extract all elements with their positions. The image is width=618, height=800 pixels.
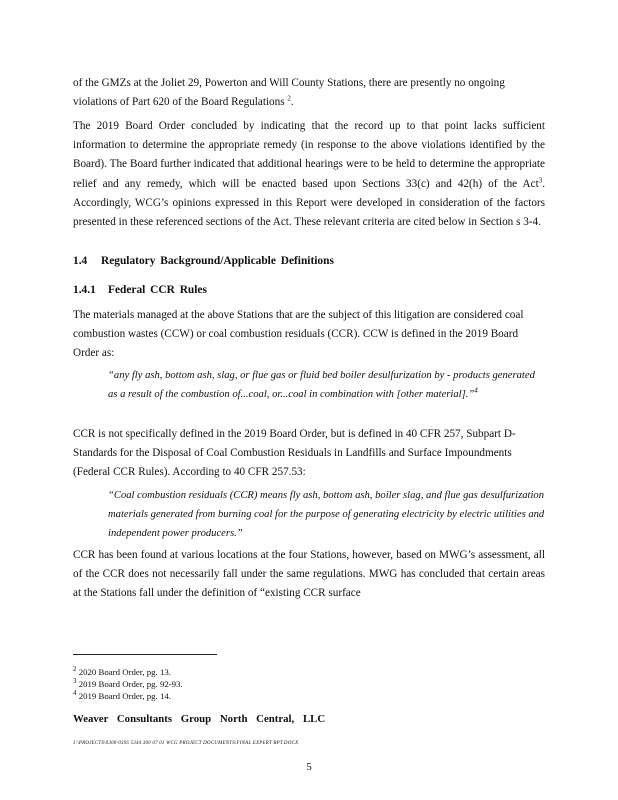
paragraph-gmz-violations: of the GMZs at the Joliet 29, Powerton and Will County Stations, there are presently no ongoing violations of Part 620 of the Board Regulations $^2$. — [73, 77, 505, 109]
footnote-number: 4 — [73, 689, 77, 698]
footnote-2: $^2$ 2020 Board Order, pg. 13. — [73, 665, 171, 677]
footnote-separator — [73, 654, 217, 655]
quote-ccr-definition: “Coal combustion residuals (CCR) means fly ash, bottom ash, boiler slag, and flue gas desulfurization materials generated from burning coal for the purpose of generating electricity by electric utilities and independent power producers.” — [108, 490, 545, 540]
paragraph-ccr-locations: CCR has been found at various locations at the four Stations, however, based on MWG’s assessment, all of the CCR does not necessarily fall under the same regulations. MWG has concluded that certain areas at the Stations fall under the definition of “existing CCR surface — [73, 549, 545, 600]
section-number: 1.4 — [73, 255, 88, 267]
footnote-4: $^4$ 2019 Board Order, pg. 14. — [73, 689, 171, 701]
footnote-3: $^3$ 2019 Board Order, pg. 92-93. — [73, 677, 183, 689]
footnote-ref-4[interactable]: 4 — [474, 386, 478, 395]
section-heading-1-4-1 — [73, 284, 207, 296]
section-title: Regulatory Background/Applicable Definitions — [101, 255, 334, 267]
footnote-ref-2[interactable]: 2 — [287, 94, 291, 103]
footer-file-path: J:\PROJECTS\0300-0395 5344 300 07 01 WCG PROJECT DOCUMENTS\FINAL EXPERT RPT.DOCX — [73, 741, 299, 746]
footnote-ref-3[interactable]: 3 — [538, 175, 543, 184]
section-number: 1.4.1 — [73, 284, 96, 296]
section-heading-1-4 — [73, 255, 334, 267]
paragraph-line: violations of Part 620 of the Board Regulations — [73, 96, 285, 109]
paragraph-line: of the GMZs at the Joliet 29, Powerton and Will County Stations, there are presently no ongoing — [73, 77, 505, 89]
paragraph-ccw-definition: The materials managed at the above Stations that are the subject of this litigation are considered coal combustion wastes (CCW) or coal combustion residuals (CCR). CCW is defined in the 2019 Board Order as: — [73, 309, 524, 360]
paragraph-board-order: The 2019 Board Order concluded by indicating that the record up to that point lacks sufficient information to determine the appropriate remedy (in response to the above violations identified by the Board). The Board further indicated that additional hearings were to be held to determine the appropriate relief and any remedy, which will be enacted based upon Sections 33(c) and 42(h) of the Act$^3$. Accordingly, WCG’s opinions expressed in this Report were developed in consideration of the factors presented in these referenced sections of the Act. These relevant criteria are cited below in Section s 3-4. — [73, 120, 545, 229]
quote-ccw-definition: “any fly ash, bottom ash, slag, or flue gas or fluid bed boiler desulfurization by - products generated as a result of the combustion of...coal, or...coal in combination with [other material].”$^4$ — [108, 370, 535, 401]
section-title: Federal CCR Rules — [108, 284, 207, 296]
footnote-number: 2 — [73, 665, 77, 674]
footer-firm-name: Weaver Consultants Group North Central, LLC — [73, 713, 326, 725]
footnote-number: 3 — [73, 677, 77, 686]
paragraph-ccr-definition: CCR is not specifically defined in the 2019 Board Order, but is defined in 40 CFR 257, Subpart D-Standards for the Disposal of Coal Combustion Residuals in Landfills and Surface Impoundments (Federal CCR Rules). According to 40 CFR 257.53: — [73, 428, 516, 479]
page-number: 5 — [306, 761, 312, 773]
